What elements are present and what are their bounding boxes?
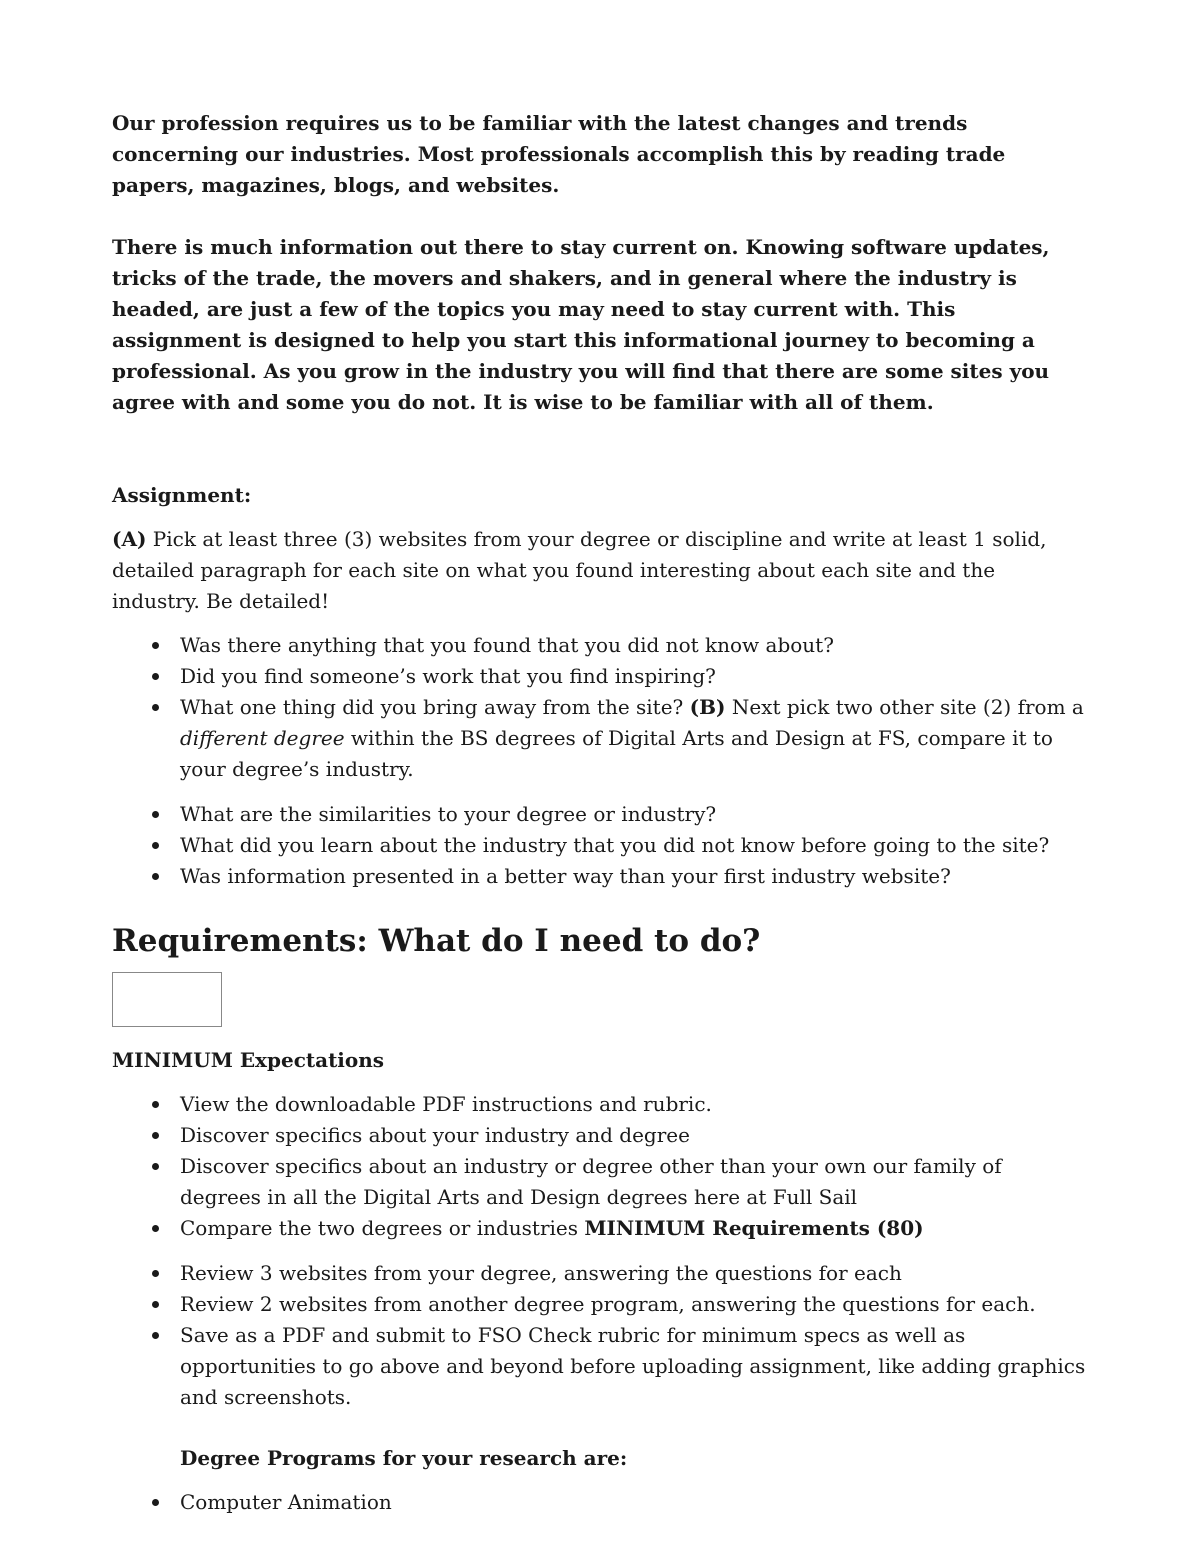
list-item: What are the similarities to your degree or industry? xyxy=(112,799,1087,830)
list-item: Review 3 websites from your degree, answering the questions for each xyxy=(112,1258,1087,1289)
questions-b-list xyxy=(112,799,1087,892)
part-a-marker: (A) xyxy=(112,527,147,551)
expectations-list xyxy=(112,1089,1087,1244)
list-item: Save as a PDF and submit to FSO Check rubric for minimum specs as well as opportunities to go above and beyond before uploading assignment, like adding graphics and screenshots. xyxy=(112,1320,1087,1413)
expectation-4-text: Compare the two degrees or industries xyxy=(180,1216,585,1240)
requirements-heading: Requirements: What do I need to do? xyxy=(112,923,761,959)
list-item: View the downloadable PDF instructions and rubric. xyxy=(112,1089,1087,1120)
part-b-marker: (B) xyxy=(689,695,726,719)
image-placeholder xyxy=(112,972,222,1027)
minimum-expectations-label: MINIMUM Expectations xyxy=(112,1048,385,1072)
list-item: Review 2 websites from another degree program, answering the questions for each. xyxy=(112,1289,1087,1320)
list-item: Discover specifics about an industry or degree other than your own our family of degrees in all the Digital Arts and Design degrees here at Full Sail xyxy=(112,1151,1087,1213)
part-b-emphasis: different degree xyxy=(180,726,345,750)
list-item: Computer Animation xyxy=(112,1487,1087,1518)
list-item: Discover specifics about your industry and degree xyxy=(112,1120,1087,1151)
part-a-text: Pick at least three (3) websites from your degree or discipline and write at least 1 solid, detailed paragraph for each site on what you found interesting about each site and the industry. Be detailed! xyxy=(112,527,1047,613)
degree-programs-list xyxy=(112,1487,1087,1518)
part-b-text-2: within the BS degrees of Digital Arts and Design at FS, compare it to your degree’s industry. xyxy=(180,726,1053,781)
part-b-text-1: Next pick two other site (2) from a xyxy=(725,695,1084,719)
question-a3-text: What one thing did you bring away from the site? xyxy=(180,695,690,719)
assignment-label: Assignment: xyxy=(112,483,252,507)
degree-programs-heading: Degree Programs for your research are: xyxy=(180,1446,628,1470)
part-a-paragraph xyxy=(112,524,1087,617)
list-item-part-b xyxy=(112,692,1087,785)
questions-a-list xyxy=(112,630,1087,785)
list-item: Was information presented in a better way than your first industry website? xyxy=(112,861,1087,892)
minimum-requirements-label: MINIMUM Requirements (80) xyxy=(584,1216,924,1240)
intro-paragraph-1: Our profession requires us to be familiar with the latest changes and trends concerning our industries. Most professionals accomplish this by reading trade papers, magazines, blogs, and websites. xyxy=(112,111,1006,197)
list-item: Was there anything that you found that you did not know about? xyxy=(112,630,1087,661)
list-item-compare xyxy=(112,1213,1087,1244)
intro-paragraph-2: There is much information out there to stay current on. Knowing software updates, tricks of the trade, the movers and shakers, and in general where the industry is headed, are just a few of the topics you may need to stay current with. This assignment is designed to help you start this informational journey to becoming a professional. As you grow in the industry you will find that there are some sites you agree with and some you do not. It is wise to be familiar with all of them. xyxy=(112,235,1050,414)
requirements-list xyxy=(112,1258,1087,1413)
document-page xyxy=(112,108,1087,1518)
list-item: Did you find someone’s work that you find inspiring? xyxy=(112,661,1087,692)
list-item: What did you learn about the industry that you did not know before going to the site? xyxy=(112,830,1087,861)
